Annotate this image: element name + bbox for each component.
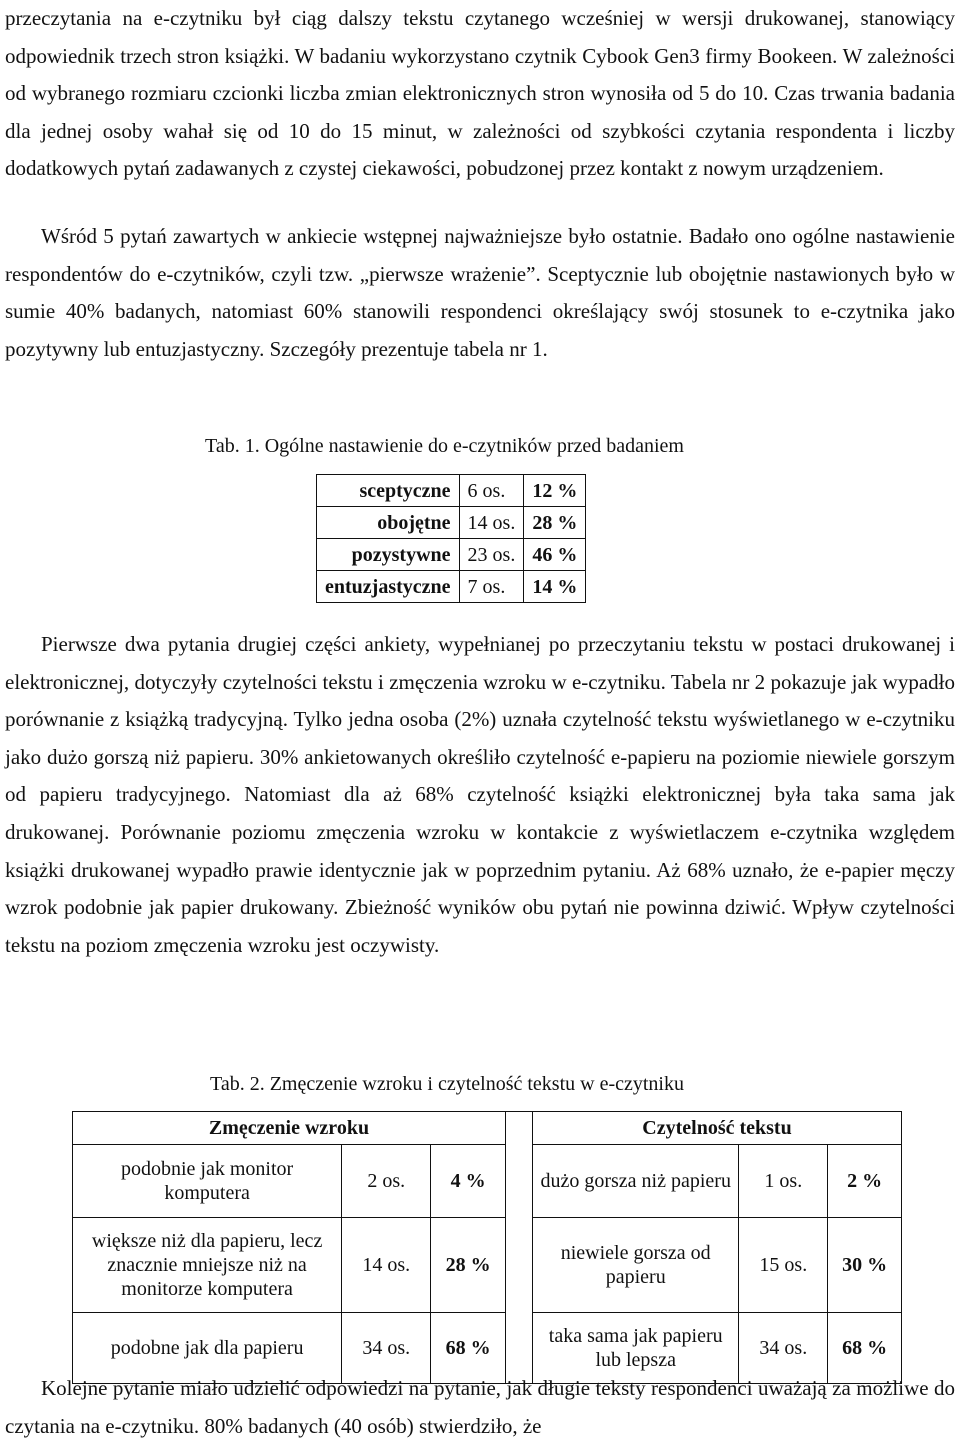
- table2-left-count: 2 os.: [342, 1145, 431, 1218]
- table2-left-label: podobne jak dla papieru: [73, 1313, 342, 1384]
- table-row: [317, 475, 586, 507]
- table-row: [73, 1145, 902, 1218]
- table1-count: 7 os.: [459, 571, 524, 603]
- table1-percent: 28 %: [524, 507, 586, 539]
- table2-left-label: większe niż dla papieru, lecz znacznie mniejsze niż na monitorze komputera: [73, 1218, 342, 1313]
- table2-left-count: 34 os.: [342, 1313, 431, 1384]
- table-row: [317, 507, 586, 539]
- paragraph-initial-survey: Wśród 5 pytań zawartych w ankiecie wstępnej najważniejsze było ostatnie. Badało ono ogólne nastawienie respondentów do e-czytników, czyli tzw. „pierwsze wrażenie”. Sceptycznie lub obojętnie nastawionych było w sumie 40% badanych, natomiast 60% stanowili respondenci określający swój stosunek to e-czytnika jako pozytywny lub entuzjastyczny. Szczegóły prezentuje tabela nr 1.: [5, 224, 955, 361]
- table1-attitude: [316, 474, 586, 603]
- table1-count: 23 os.: [459, 539, 524, 571]
- table2-right-label: taka sama jak papieru lub lepsza: [533, 1313, 739, 1384]
- table2-left-label: podobnie jak monitor komputera: [73, 1145, 342, 1218]
- table1-caption: Tab. 1. Ogólne nastawienie do e-czytników przed badaniem: [205, 435, 684, 457]
- table-row: [73, 1112, 902, 1145]
- paragraph-results: Pierwsze dwa pytania drugiej części ankiety, wypełnianej po przeczytaniu tekstu w postaci drukowanej i elektronicznej, dotyczyły czytelności tekstu i zmęczenia wzroku w e-czytniku. Tabela nr 2 pokazuje jak wypadło porównanie z książką tradycyjną. Tylko jedna osoba (2%) uznała czytelność tekstu wyświetlanego w e-czytniku jako dużo gorszą niż papieru. 30% ankietowanych określiło czytelność e-papieru na poziomie niewiele gorszym od papieru tradycyjnego. Natomiast dla aż 68% czytelność książki elektronicznej była taka sama jak drukowanej. Porównanie poziomu zmęczenia wzroku w kontakcie z wyświetlaczem e-czytnika względem książki drukowanej wypadło prawie identycznie jak w poprzednim pytaniu. Aż 68% uznało, że e-papier męczy wzrok podobnie jak papier drukowany. Zbieżność wyników obu pytań nie powinna dziwić. Wpływ czytelności tekstu na poziom zmęczenia wzroku jest oczywisty.: [5, 632, 955, 957]
- table2-right-label: niewiele gorsza od papieru: [533, 1218, 739, 1313]
- table-row: [317, 571, 586, 603]
- paragraph-text-length: Kolejne pytanie miało udzielić odpowiedzi na pytanie, jak długie teksty respondenci uważają za możliwe do czytania na e-czytniku. 80% badanych (40 osób) stwierdziło, że: [5, 1376, 955, 1438]
- table2-right-count: 34 os.: [739, 1313, 828, 1384]
- table2-left-header: Zmęczenie wzroku: [73, 1112, 506, 1145]
- table2-left-percent: 28 %: [431, 1218, 506, 1313]
- table2-right-percent: 30 %: [828, 1218, 902, 1313]
- table2-right-label: dużo gorsza niż papieru: [533, 1145, 739, 1218]
- table1-label: sceptyczne: [317, 475, 460, 507]
- table2-right-percent: 2 %: [828, 1145, 902, 1218]
- table2-caption: Tab. 2. Zmęczenie wzroku i czytelność tekstu w e-czytniku: [210, 1073, 684, 1095]
- table1-count: 14 os.: [459, 507, 524, 539]
- table1-label: obojętne: [317, 507, 460, 539]
- table2-left-count: 14 os.: [342, 1218, 431, 1313]
- table2-right-header: Czytelność tekstu: [533, 1112, 902, 1145]
- table2-left-percent: 4 %: [431, 1145, 506, 1218]
- table1-percent: 14 %: [524, 571, 586, 603]
- table1-percent: 12 %: [524, 475, 586, 507]
- table1-label: entuzjastyczne: [317, 571, 460, 603]
- table2-eye-strain-readability: [72, 1111, 902, 1384]
- table1-percent: 46 %: [524, 539, 586, 571]
- table2-right-count: 1 os.: [739, 1145, 828, 1218]
- table2-spacer: [506, 1112, 533, 1384]
- table2-right-count: 15 os.: [739, 1218, 828, 1313]
- table1-label: pozystywne: [317, 539, 460, 571]
- table-row: [73, 1218, 902, 1313]
- table-row: [317, 539, 586, 571]
- table2-right-percent: 68 %: [828, 1313, 902, 1384]
- table1-count: 6 os.: [459, 475, 524, 507]
- paragraph-intro: przeczytania na e-czytniku był ciąg dalszy tekstu czytanego wcześniej w wersji drukowanej, stanowiący odpowiednik trzech stron książki. W badaniu wykorzystano czytnik Cybook Gen3 firmy Bookeen. W zależności od wybranego rozmiaru czcionki liczba zmian elektronicznych stron wynosiła od 5 do 10. Czas trwania badania dla jednej osoby wahał się od 10 do 15 minut, w zależności od szybkości czytania respondenta i liczby dodatkowych pytań zadawanych z czystej ciekawości, pobudzonej przez kontakt z nowym urządzeniem.: [5, 6, 955, 181]
- table2-left-percent: 68 %: [431, 1313, 506, 1384]
